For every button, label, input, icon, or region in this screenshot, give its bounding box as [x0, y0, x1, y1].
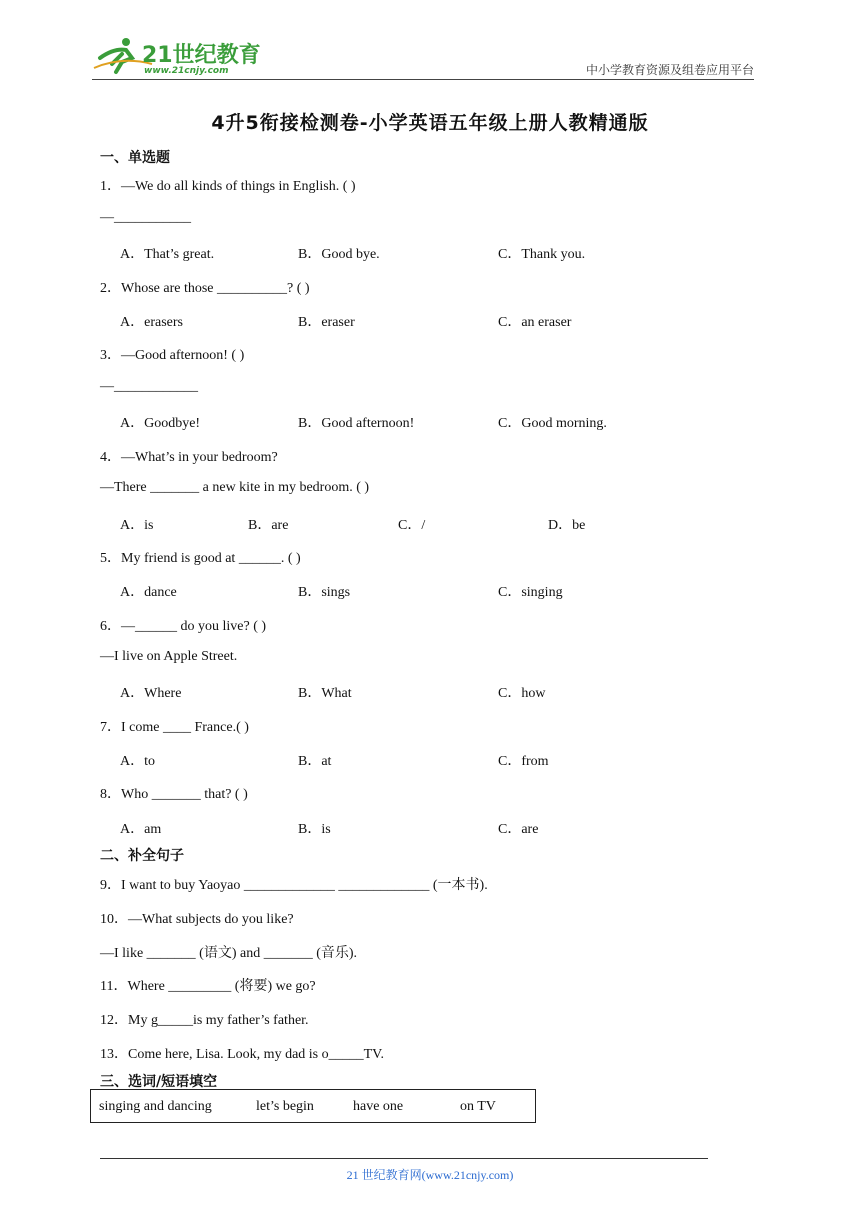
- q6-option-c: C．how: [498, 686, 546, 701]
- word-bank-item: singing and dancing: [99, 1099, 212, 1114]
- q3-option-c: C．Good morning.: [498, 416, 607, 431]
- q4-option-b: B．are: [248, 518, 289, 533]
- q6-stem: 6．—______ do you live? ( ): [100, 619, 267, 634]
- q8-option-b: B．is: [298, 822, 331, 837]
- q9-text: 9．I want to buy Yaoyao _____________ _____________ (一本书).: [100, 878, 488, 893]
- site-logo: [92, 36, 262, 78]
- header-platform-text: 中小学教育资源及组卷应用平台: [585, 63, 754, 77]
- q11-text: 11．Where _________ (将要) we go?: [100, 979, 316, 994]
- q10-reply: —I like _______ (语文) and _______ (音乐).: [100, 946, 358, 961]
- q5-stem: 5．My friend is good at ______. ( ): [100, 551, 301, 566]
- q1-reply: —___________: [100, 210, 191, 225]
- q1-option-b: B．Good bye.: [298, 247, 380, 262]
- q7-option-b: B．at: [298, 754, 332, 769]
- q13-text: 13．Come here, Lisa. Look, my dad is o_____TV.: [100, 1047, 384, 1062]
- q7-stem: 7．I come ____ France.( ): [100, 720, 249, 735]
- q1-option-c: C．Thank you.: [498, 247, 586, 262]
- q4-option-c: C．/: [398, 518, 426, 533]
- footer-divider: [100, 1158, 708, 1159]
- q8-stem: 8．Who _______ that? ( ): [100, 787, 248, 802]
- q8-option-a: A．am: [120, 822, 162, 837]
- q6-option-a: A．Where: [120, 686, 182, 701]
- section-heading-2: 二、补全句子: [100, 848, 184, 864]
- q2-option-b: B．eraser: [298, 315, 355, 330]
- q6-reply: —I live on Apple Street.: [100, 649, 238, 664]
- logo-url: www.21cnjy.com: [144, 66, 229, 76]
- q2-stem: 2．Whose are those __________? ( ): [100, 281, 310, 296]
- footer-link[interactable]: 21 世纪教育网(www.21cnjy.com): [346, 1168, 514, 1182]
- q7-option-c: C．from: [498, 754, 549, 769]
- q3-option-a: A．Goodbye!: [120, 416, 201, 431]
- q4-option-d: D．be: [548, 518, 586, 533]
- word-bank-item: have one: [353, 1099, 404, 1114]
- q3-reply: —____________: [100, 379, 198, 394]
- q10-stem: 10．—What subjects do you like?: [100, 912, 294, 927]
- section-heading-1: 一、单选题: [100, 150, 170, 166]
- q2-option-a: A．erasers: [120, 315, 183, 330]
- q8-option-c: C．are: [498, 822, 539, 837]
- q4-stem: 4．—What’s in your bedroom?: [100, 450, 278, 465]
- word-bank-item: on TV: [460, 1099, 496, 1114]
- q7-option-a: A．to: [120, 754, 155, 769]
- q6-option-b: B．What: [298, 686, 352, 701]
- q5-option-a: A．dance: [120, 585, 177, 600]
- q1-option-a: A．That’s great.: [120, 247, 215, 262]
- page-title: 4升5衔接检测卷-小学英语五年级上册人教精通版: [211, 112, 649, 134]
- q5-option-c: C．singing: [498, 585, 563, 600]
- q5-option-b: B．sings: [298, 585, 351, 600]
- q2-option-c: C．an eraser: [498, 315, 572, 330]
- q12-text: 12．My g_____is my father’s father.: [100, 1013, 309, 1028]
- logo-text: 21世纪教育: [142, 43, 261, 68]
- section-heading-3: 三、选词/短语填空: [100, 1074, 218, 1090]
- q3-stem: 3．—Good afternoon! ( ): [100, 348, 245, 363]
- q4-reply: —There _______ a new kite in my bedroom. ( ): [100, 480, 370, 495]
- word-bank-item: let’s begin: [256, 1099, 314, 1114]
- q1-stem: 1．—We do all kinds of things in English. ( ): [100, 179, 356, 194]
- q3-option-b: B．Good afternoon!: [298, 416, 415, 431]
- q4-option-a: A．is: [120, 518, 154, 533]
- header-divider: [92, 79, 754, 80]
